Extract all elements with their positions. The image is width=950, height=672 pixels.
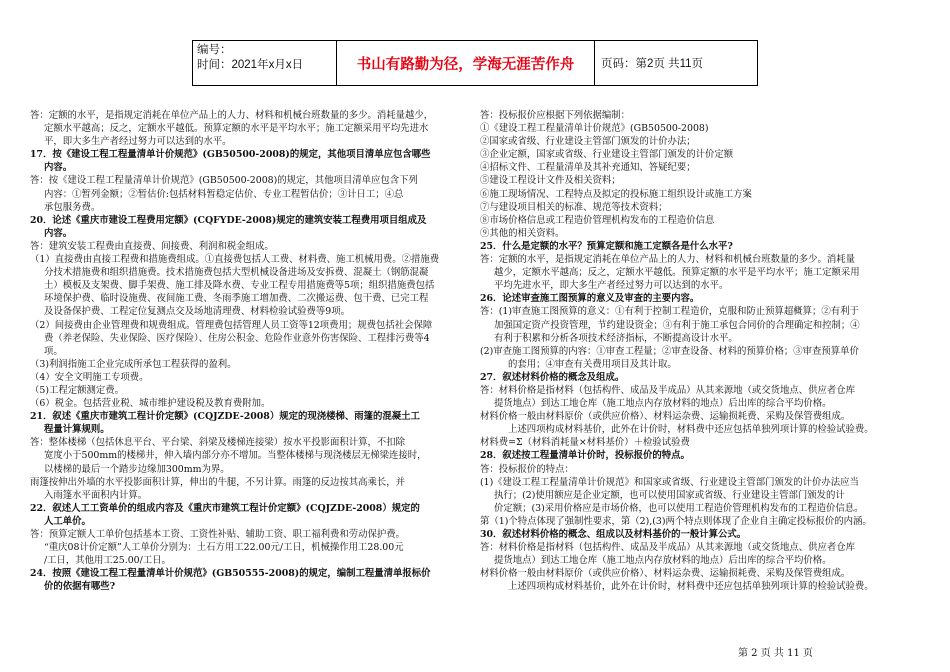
text-line: 宽度小于500mm的楼梯井，伸入墙内部分亦不增加。当整体楼梯与现浇楼层无梯梁连接时， bbox=[44, 450, 427, 462]
text-line: 有利于积累和分析各项技术经济指标，不断提高设计水平。 bbox=[494, 332, 738, 344]
text-line: 答：定额的水平，是指规定消耗在单位产品上的人力、材料和机械台班数量的多少。消耗量越少， bbox=[30, 110, 434, 121]
text-line: 定额水平越高；反之，定额水平越低。预算定额的水平是平均水平；施工定额采用平均先进水 bbox=[44, 123, 429, 135]
text-line: ①《建设工程工程量清单计价规范》(GB50500-2008) bbox=[480, 123, 709, 135]
text-line: 平均先进水平，即大多生产者经过努力可以达到的水平。 bbox=[494, 280, 729, 292]
text-line: 及设备保护费、工程定位复测点交及场地清理费、材料检验试验费等9项。 bbox=[44, 306, 350, 318]
text-line: 答：(1)审查施工图预算的意义：①有利于控制工程造价，克服和防止预算超概算；②有利于 bbox=[480, 306, 859, 318]
text-line: 内容：①暂列金额；②暂估价:包括材料暂稳定估价、专业工程暂估价；③计日工；④总 bbox=[44, 188, 404, 200]
question-heading-line: 30．叙述材料价格的概念、组成以及材料基价的一般计算公式。 bbox=[480, 529, 747, 540]
text-line: 材料价格一般由材料原价（或供应价格）、材料运杂费、运输损耗费、采购及保管费组成。 bbox=[480, 411, 851, 423]
question-heading-line: 27．叙述材料价格的概念及组成。 bbox=[480, 371, 625, 383]
question-heading-line: 人工单价。 bbox=[44, 515, 91, 527]
text-line: 答：材料价格是指材料（包括构件、成品及半成品）从其来源地（或交货地点、供应者仓库 bbox=[480, 384, 856, 396]
text-line: 环境保护费、临时设施费、夜间施工费、冬雨季施工增加费、二次搬运费、包干费、已完工程 bbox=[44, 293, 429, 305]
text-line: 以楼梯的最后一个踏步边缘加300mm为界。 bbox=[44, 463, 230, 475]
question-heading-line: 25．什么是定额的水平？预算定额和施工定额各是什么水平? bbox=[480, 240, 733, 252]
text-line: ④招标文件、工程量清单及其补充通知、答疑纪要； bbox=[480, 162, 696, 174]
right-text-column bbox=[480, 109, 920, 593]
text-line: 雨篷按伸出外墙的水平投影面积计算，伸出的牛腿，不另计算。雨篷的反边按其高乘长，并 bbox=[30, 476, 406, 488]
text-line: 价定额；(3)采用价格应是市场价格，也可以使用工程造价管理机构发布的工程造价信息。 bbox=[494, 502, 864, 514]
text-line: （2）间接费由企业管理费和规费组成。管理费包括管理人员工资等12项费用；规费包括社会保障 bbox=[30, 319, 433, 331]
text-line: ⑧市场价格信息或工程造价管理机构发布的工程造价信息 bbox=[480, 214, 715, 226]
text-line: 平，即大多生产者经过努力可以达到的水平。 bbox=[44, 136, 232, 148]
text-line: 提货地点）到达工地仓库（施工地点内存放材料的地点）后出库的综合平均价格。 bbox=[494, 555, 832, 567]
text-line: 材料价格一般由材料原价（或供应价格）、材料运杂费、运输损耗费、采购及保管费组成。 bbox=[480, 568, 851, 580]
text-line: ⑤建设工程设计文件及相关资料； bbox=[480, 175, 621, 187]
text-line: 的套用；④审查有关费用项目及其计取。 bbox=[508, 358, 677, 370]
header-motto: 书山有路勤为径，学海无涯苦作舟 bbox=[337, 41, 595, 85]
text-line: 上述四项构成材料基价，此外在计价时，材料费中还应包括单独列项计算的检验试验费。 bbox=[508, 424, 874, 436]
text-line: 答：材料价格是指材料（包括构件、成品及半成品）从其来源地（或交货地点、供应者仓库 bbox=[480, 542, 856, 554]
question-heading-line: 20．论述《重庆市建设工程费用定额》(CQFYDE-2008)规定的建筑安装工程费用项目组成及 bbox=[30, 214, 427, 226]
text-line: 材料费=Σ（材料消耗量×材料基价）＋检验试验费 bbox=[480, 437, 690, 449]
text-line: 答：投标报价的特点： bbox=[480, 463, 574, 475]
text-line: （1）直接费由直接工程费和措施费组成。①直接费包括人工费、材料费、施工机械用费。②措施费 bbox=[30, 254, 440, 266]
question-heading-line: 价的依据有哪些? bbox=[44, 581, 116, 593]
text-line: 上述四项构成材料基价，此外在计价时，材料费中还应包括单独列项计算的检验试验费。 bbox=[508, 581, 874, 593]
text-line: ⑨其他的相关资料。 bbox=[480, 227, 565, 239]
text-line: ③企业定额，国家或省级、行业建设主管部门颁发的计价定额 bbox=[480, 149, 734, 161]
question-heading-line: 程量计算规则。 bbox=[44, 424, 110, 436]
document-number-label: 编号： bbox=[197, 44, 232, 56]
text-line: 加强国定资产投资管理，节约建设资金；③有利于施工承包合同价的合理确定和控制；④ bbox=[494, 319, 860, 331]
text-line: /工日，其他用工25.00/工日。 bbox=[44, 555, 171, 567]
text-line: （6）税金。包括营业税、城市维护建设税及教育费附加。 bbox=[30, 398, 271, 410]
text-line: 第（1)个特点体现了强制性要求，第（2),(3)两个特点则体现了企业自主确定投标报价的内涵。 bbox=[480, 515, 872, 527]
text-line: 答：预算定额人工单价包括基本工资、工资性补贴、辅助工资、职工福利费和劳动保护费。 bbox=[30, 529, 406, 540]
text-line: 答：建筑安装工程费由直接费、间接费、利润和税金组成。 bbox=[30, 240, 274, 252]
text-line: 分技术措施费和组织措施费。技术措施费包括大型机械设备进场及安拆费、混凝土（钢筋混凝 bbox=[44, 267, 429, 279]
text-line: 答：整体楼梯（包括休息平台、平台梁、斜梁及楼梯连接梁）按水平投影面积计算，不扣除 bbox=[30, 437, 406, 449]
text-line: 答：按《建设工程工程量清单计价规范》(GB50500-2008)的规定，其他项目清单应包含下列 bbox=[30, 175, 418, 187]
question-heading-line: 内容。 bbox=[44, 162, 73, 174]
text-line: 答：投标报价应根据下列依据编制： bbox=[480, 110, 631, 121]
text-line: “重庆08计价定额”人工单价分别为：土石方用工22.00元/工日，机械操作用工28.00元 bbox=[44, 542, 404, 554]
text-line: 执行；(2)使用额应是企业定额，也可以使用国家或省级、行业建设主管部门颁发的计 bbox=[494, 489, 845, 501]
text-line: 承包服务费。 bbox=[44, 201, 101, 213]
text-line: 答：定额的水平，是指规定消耗在单位产品上的人力、材料和机械台班数量的多少。消耗量 bbox=[480, 254, 856, 266]
text-line: (1)《建设工程工程量清单计价规范》和国家或省级、行业建设主管部门颁发的计价办法应当 bbox=[480, 476, 859, 488]
question-heading-line: 26．论述审查施工图预算的意义及审查的主要内容。 bbox=[480, 293, 700, 305]
text-line: ②国家或省级、行业建设主管部门颁发的计价办法； bbox=[480, 136, 696, 148]
question-heading-line: 17．按《建设工程工程量清单计价规范》(GB50500-2008)的规定，其他项目清单应包含哪些 bbox=[30, 149, 431, 161]
header-meta-cell bbox=[193, 41, 337, 85]
header-page-number: 页码：第2页 共11页 bbox=[601, 58, 704, 70]
text-line: （3)利润指施工企业完成所承包工程获得的盈利。 bbox=[30, 358, 237, 370]
text-line: 越少，定额水平越高；反之，定额水平越低。预算定额的水平是平均水平；施工定额采用 bbox=[494, 267, 860, 279]
text-line: (2)审查施工图预算的内容：①审查工程量；②审查设备、材料的预算价格；③审查预算单价 bbox=[480, 345, 859, 357]
text-line: ⑥施工现场情况、工程特点及拟定的投标施工组织设计或施工方案 bbox=[480, 188, 752, 200]
question-heading-line: 21．叙述《重庆市建筑工程计价定额》(CQJZDE-2008）规定的现浇楼梯、雨篷的混凝土工 bbox=[30, 411, 420, 423]
text-line: 提货地点）到达工地仓库（施工地点内存放材料的地点）后出库的综合平均价格。 bbox=[494, 398, 832, 410]
question-heading-line: 内容。 bbox=[44, 227, 73, 239]
text-line: 土）模板及支架费、脚手架费、施工排及降水费、专业工程专用措施费等5项；组织措施费包括 bbox=[44, 280, 435, 292]
question-heading-line: 22．叙述人工工资单价的组成内容及《重庆市建筑工程计价定额》(CQJZDE-2008）规定的 bbox=[30, 502, 420, 514]
text-line: 项。 bbox=[44, 345, 63, 357]
page-footer: 第 2 页 共 11 页 bbox=[738, 648, 813, 659]
text-line: （4）安全文明施工专项费。 bbox=[30, 371, 149, 383]
text-line: （5)工程定额测定费。 bbox=[30, 384, 124, 396]
question-heading-line: 24．按照《建设工程工程量清单计价规范》(GB50555-2008)的规定，编制工程量清单报标价 bbox=[30, 568, 431, 580]
left-text-column bbox=[30, 109, 468, 593]
text-line: ⑦与建设项目相关的标准、规范等技术资料； bbox=[480, 201, 668, 213]
text-line: 费（养老保险、失业保险、医疗保险）、住房公积金、危险作业意外伤害保险、工程排污费等4 bbox=[44, 332, 430, 344]
page-header bbox=[192, 40, 758, 86]
question-heading-line: 28．叙述按工程量清单计价时，投标报价的特点。 bbox=[480, 450, 690, 462]
text-line: 入雨篷水平面积内计算。 bbox=[44, 489, 148, 501]
document-time-label: 时间：2021年x月x日 bbox=[197, 59, 304, 71]
